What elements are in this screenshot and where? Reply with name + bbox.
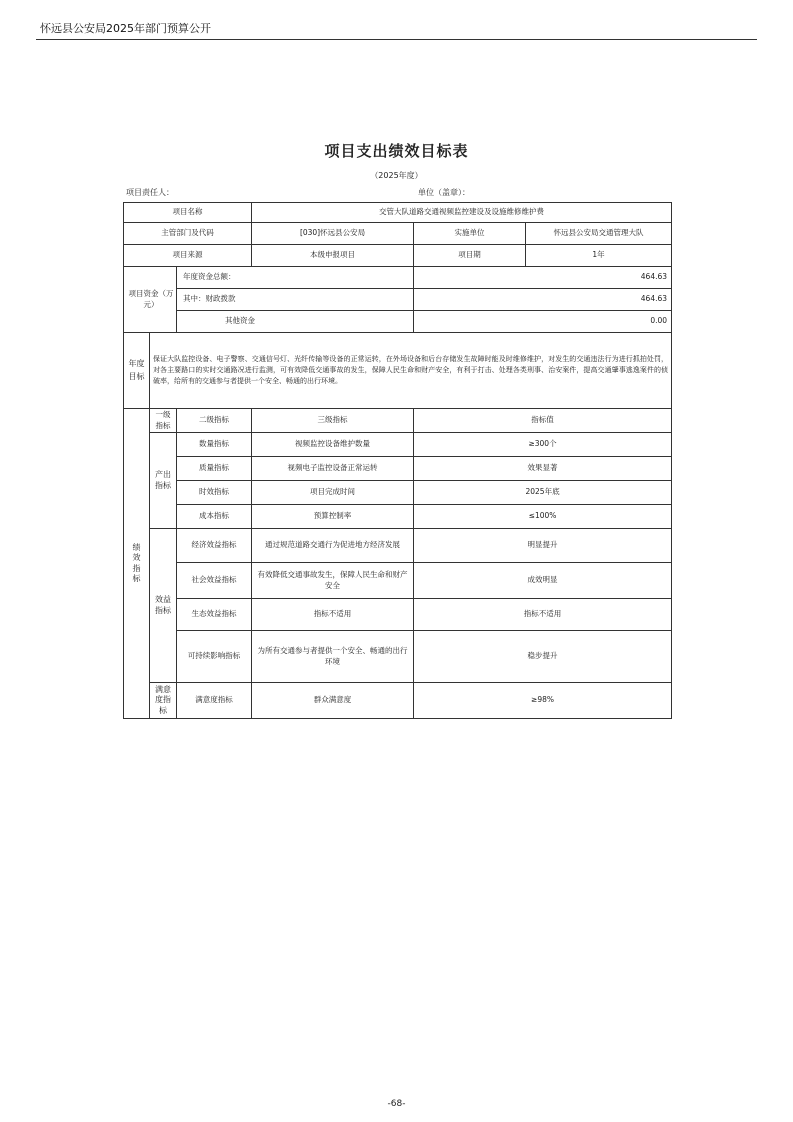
dept-value: [030]怀远县公安局 bbox=[252, 223, 414, 245]
period-value: 1年 bbox=[526, 245, 672, 267]
benefit-val: 稳步提升 bbox=[414, 631, 672, 683]
output-val: ≤100% bbox=[414, 505, 672, 529]
output-l3: 视频电子监控设备正常运转 bbox=[252, 457, 414, 481]
goal-label-text: 年度目标 bbox=[128, 358, 145, 381]
output-l3: 视频监控设备维护数量 bbox=[252, 433, 414, 457]
header-divider bbox=[36, 39, 757, 40]
output-val: ≥300个 bbox=[414, 433, 672, 457]
benefit-l3: 为所有交通参与者提供一个安全、畅通的出行环境 bbox=[252, 631, 414, 683]
benefit-l3: 通过规范道路交通行为促进地方经济发展 bbox=[252, 529, 414, 563]
output-label bbox=[150, 433, 177, 529]
project-name: 交管大队道路交通视频监控建设及设施维修维护费 bbox=[252, 203, 672, 223]
impl-label: 实施单位 bbox=[414, 223, 526, 245]
satisfaction-val: ≥98% bbox=[414, 683, 672, 719]
perf-label-text: 绩效指标 bbox=[132, 542, 141, 583]
benefit-val: 明显提升 bbox=[414, 529, 672, 563]
benefit-label bbox=[150, 529, 177, 683]
source-label: 项目来源 bbox=[124, 245, 252, 267]
unit-label: 单位（盖章）： bbox=[418, 188, 470, 197]
output-label-text: 产出指标 bbox=[155, 470, 171, 490]
output-l2: 数量指标 bbox=[177, 433, 252, 457]
funds-fiscal-value: 464.63 bbox=[414, 289, 672, 311]
benefit-l2: 生态效益指标 bbox=[177, 599, 252, 631]
benefit-l2: 可持续影响指标 bbox=[177, 631, 252, 683]
funds-other-label: 其他资金 bbox=[177, 311, 414, 333]
funds-label bbox=[124, 267, 177, 333]
benefit-l2: 经济效益指标 bbox=[177, 529, 252, 563]
output-l2: 成本指标 bbox=[177, 505, 252, 529]
performance-table bbox=[123, 202, 672, 719]
col-val: 指标值 bbox=[414, 409, 672, 433]
benefit-l2: 社会效益指标 bbox=[177, 563, 252, 599]
period-label: 项目期 bbox=[414, 245, 526, 267]
doc-title: 项目支出绩效目标表 bbox=[324, 142, 469, 160]
benefit-l3: 有效降低交通事故发生，保障人民生命和财产安全 bbox=[252, 563, 414, 599]
satisfaction-label bbox=[150, 683, 177, 719]
perf-label bbox=[124, 409, 150, 719]
output-l3: 项目完成时间 bbox=[252, 481, 414, 505]
doc-year: （2025年度） bbox=[370, 171, 423, 180]
page-number: -68- bbox=[387, 1099, 406, 1109]
goal-text: 保证大队监控设备、电子警察、交通信号灯、光纤传输等设备的正常运转，在外场设备和后台存储发生故障时能及时维修维护，对发生的交通违法行为进行抓拍处罚，对各主要路口的实时交通路况进行监测，可有效降低交通事故的发生，保障人民生命和财产安全，有利于打击、处理各类刑事、治安案件，提高交通肇事逃逸案件的侦破率，给所有的交通参与者提供一个安全、畅通的出行环境。 bbox=[150, 333, 672, 409]
col-l2: 二级指标 bbox=[177, 409, 252, 433]
benefit-l3: 指标不适用 bbox=[252, 599, 414, 631]
funds-label-text: 项目资金（万元） bbox=[128, 289, 174, 309]
output-val: 2025年底 bbox=[414, 481, 672, 505]
project-name-label: 项目名称 bbox=[124, 203, 252, 223]
col-l3: 三级指标 bbox=[252, 409, 414, 433]
satisfaction-label-text: 满意度指标 bbox=[155, 684, 171, 715]
output-l3: 预算控制率 bbox=[252, 505, 414, 529]
goal-label bbox=[124, 333, 150, 409]
output-l2: 质量指标 bbox=[177, 457, 252, 481]
funds-total-value: 464.63 bbox=[414, 267, 672, 289]
benefit-val: 指标不适用 bbox=[414, 599, 672, 631]
benefit-val: 成效明显 bbox=[414, 563, 672, 599]
funds-total-label: 年度资金总额： bbox=[177, 267, 414, 289]
satisfaction-l3: 群众满意度 bbox=[252, 683, 414, 719]
funds-other-value: 0.00 bbox=[414, 311, 672, 333]
page-header-title: 怀远县公安局2025年部门预算公开 bbox=[40, 22, 211, 35]
funds-fiscal-label: 其中：财政拨款 bbox=[177, 289, 414, 311]
satisfaction-l2: 满意度指标 bbox=[177, 683, 252, 719]
output-val: 效果显著 bbox=[414, 457, 672, 481]
responsible-label: 项目责任人： bbox=[126, 188, 174, 197]
output-l2: 时效指标 bbox=[177, 481, 252, 505]
benefit-label-text: 效益指标 bbox=[155, 595, 171, 615]
col-l1: 一级指标 bbox=[150, 409, 177, 433]
dept-label: 主管部门及代码 bbox=[124, 223, 252, 245]
impl-value: 怀远县公安局交通管理大队 bbox=[526, 223, 672, 245]
source-value: 本级申报项目 bbox=[252, 245, 414, 267]
